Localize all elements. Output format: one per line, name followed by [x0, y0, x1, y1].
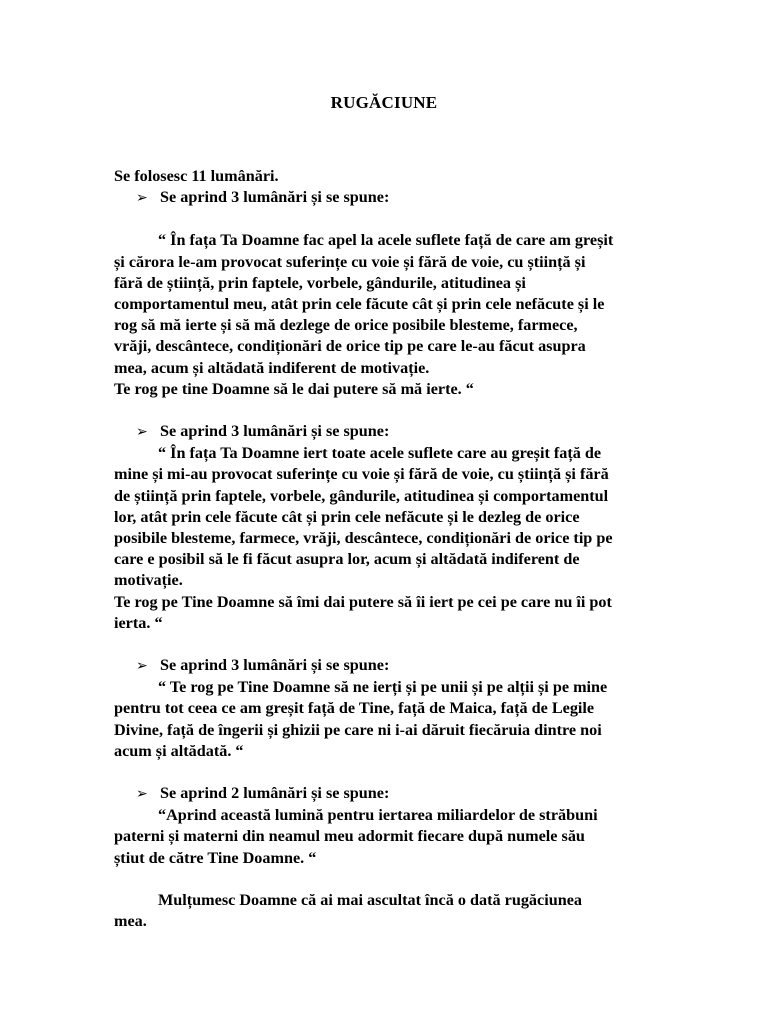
prayer-line: și cărora le-am provocat suferințe cu voie și fără de voie, cu știință și: [114, 252, 586, 271]
ending-paragraph: [114, 890, 659, 932]
prayer-line: comportamentul meu, atât prin cele făcute cât și prin cele nefăcute și le: [114, 295, 605, 314]
prayer-line: acum și altădată. “: [114, 741, 244, 760]
prayer-line: “ Te rog pe Tine Doamne să ne ierți și pe unii și pe alții și pe mine: [158, 678, 608, 697]
ending-line: mea.: [114, 912, 147, 931]
prayer-line: rog să mă ierte și să mă dezlege de orice posibile blesteme, farmece,: [114, 316, 578, 335]
document-title: RUGĂCIUNE: [330, 93, 438, 112]
prayer-line: știut de către Tine Doamne. “: [114, 848, 317, 867]
section-1-heading: Se aprind 3 lumânări și se spune:: [160, 188, 390, 207]
prayer-line: pentru tot ceea ce am greșit față de Tine, față de Maica, față de Legile: [114, 699, 595, 718]
prayer-line: “ În fața Ta Doamne iert toate acele suflete care au greșit față de: [158, 444, 602, 463]
prayer-line: de știință prin faptele, vorbele, gândurile, atitudinea și comportamentul: [114, 486, 609, 505]
section-3-heading: Se aprind 3 lumânări și se spune:: [160, 656, 390, 675]
arrowhead-right-icon: ➢: [136, 786, 148, 803]
prayer-line: care e posibil să le fi făcut asupra lor, acum și altădată indiferent de: [114, 550, 580, 569]
section-2-prayer: [114, 443, 659, 634]
prayer-closing: ierta. “: [114, 613, 163, 632]
section-3-bullet: [114, 655, 659, 677]
document-body: [114, 166, 659, 932]
prayer-line: paterni și materni din neamul meu adormit fiecare după numele său: [114, 827, 585, 846]
arrowhead-right-icon: ➢: [136, 424, 148, 441]
prayer-line: vrăji, descântece, condiționări de orice tip pe care le-au făcut asupra: [114, 337, 586, 356]
prayer-line: mine și mi-au provocat suferințe cu voie și fără de voie, cu știință și fără: [114, 465, 609, 484]
section-2-heading: Se aprind 3 lumânări și se spune:: [160, 422, 390, 441]
prayer-line: “ În fața Ta Doamne fac apel la acele suflete față de care am greșit: [158, 231, 614, 250]
section-1-bullet: [114, 187, 659, 209]
section-3-prayer: [114, 677, 659, 762]
prayer-line: motivație.: [114, 571, 183, 590]
prayer-line: lor, atât prin cele făcute cât și prin cele nefăcute și le dezleg de orice: [114, 507, 580, 526]
arrowhead-right-icon: ➢: [136, 658, 148, 675]
arrowhead-right-icon: ➢: [136, 190, 148, 207]
section-4-bullet: [114, 783, 659, 805]
prayer-line: “Aprind această lumină pentru iertarea miliardelor de străbuni: [158, 806, 598, 825]
section-4-prayer: [114, 805, 659, 869]
section-4-heading: Se aprind 2 lumânări și se spune:: [160, 784, 390, 803]
prayer-line: Divine, față de îngerii și ghizii pe care ni i-ai dăruit fiecăruia dintre noi: [114, 720, 602, 739]
prayer-line: posibile blesteme, farmece, vrăji, descântece, condiționări de orice tip pe: [114, 529, 613, 548]
prayer-line: fără de știință, prin faptele, vorbele, gândurile, atitudinea și: [114, 273, 526, 292]
prayer-line: mea, acum și altădată indiferent de motivație.: [114, 358, 430, 377]
section-1-prayer: [114, 230, 659, 400]
prayer-closing: Te rog pe tine Doamne să le dai putere să mă ierte. “: [114, 379, 474, 398]
ending-line: Mulțumesc Doamne că ai mai ascultat încă o dată rugăciunea: [158, 890, 582, 909]
intro-line: Se folosesc 11 lumânări.: [114, 167, 279, 185]
section-2-bullet: [114, 421, 659, 443]
prayer-closing: Te rog pe Tine Doamne să îmi dai putere să îi iert pe cei pe care nu îi pot: [114, 592, 612, 611]
